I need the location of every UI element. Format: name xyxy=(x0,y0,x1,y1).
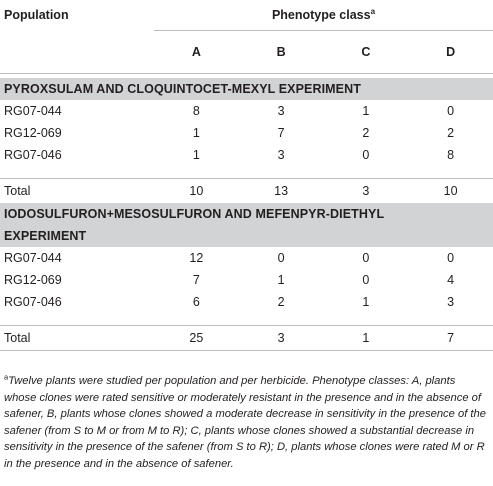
total-row: Total 10 13 3 10 xyxy=(0,179,493,204)
class-d-header: D xyxy=(408,31,493,74)
footnote-marker: a xyxy=(370,6,376,16)
table-footnote xyxy=(4,373,488,473)
class-c-header: C xyxy=(324,31,409,74)
table-row: RG12-069 1 7 2 2 xyxy=(4,126,455,140)
table-row: RG12-069 7 1 0 4 xyxy=(4,273,455,287)
table-row: RG07-046 1 3 0 8 xyxy=(4,148,455,162)
total-row: Total 25 3 1 7 xyxy=(0,326,493,351)
header-row-2 xyxy=(0,31,493,74)
class-a-header: A xyxy=(154,31,239,74)
table-row: RG07-044 8 3 1 0 xyxy=(4,104,455,118)
header-row-1 xyxy=(0,0,493,31)
phenotype-class-header: Phenotype class$^a$ xyxy=(154,0,493,31)
class-b-header: B xyxy=(239,31,324,74)
section-title-pyroxsulam: PYROXSULAM AND CLOQUINTOCET-MEXYL EXPERIMENT xyxy=(0,78,493,100)
section-title-iodosulfuron: IODOSULFURON+MESOSULFURON AND MEFENPYR-DIETHYL EXPERIMENT xyxy=(0,203,493,247)
population-header: Population xyxy=(4,8,69,23)
table-row: RG07-044 12 0 0 0 xyxy=(4,251,455,265)
table-row: RG07-046 6 2 1 3 xyxy=(4,295,455,309)
footnote-text: Twelve plants were studied per population and per herbicide. Phenotype classes: A, plants whose clones were rated sensitive or moderately resistant in the presence and in the absence of safener, B, plants whose clones showed a moderate decrease in sensitivity in the presence of the safener (from S to M or from M to R); C, plants whose clones showed a substantial decrease in sensitivity in the presence of the safener (from S to R); D, plants whose clones were rated M or R in the presence and in the absence of safener. xyxy=(4,375,486,470)
footnote-marker: a xyxy=(4,372,9,382)
